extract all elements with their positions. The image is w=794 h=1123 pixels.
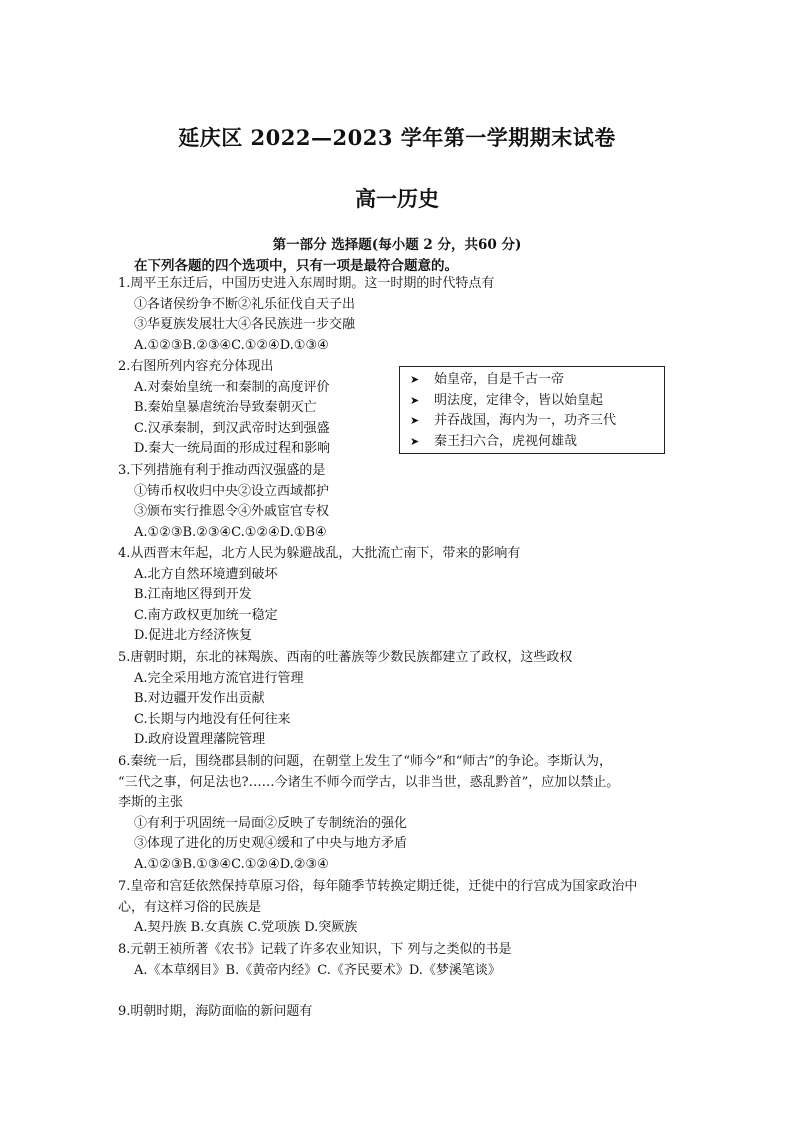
question-7	[118, 877, 637, 939]
question-option: ①有利于巩固统一局面②反映了专制统治的强化	[134, 815, 408, 831]
question-stem: 李斯的主张	[118, 795, 184, 810]
question-option: A.《本草纲目》B.《黄帝内经》C.《齐民要术》D.《梦溪笔谈》	[134, 962, 501, 978]
question-stem: 1.周平王东迁后，中国历史进入东周时期。这一时期的时代特点有	[118, 276, 495, 291]
arrow-bullet-icon: ➤	[410, 373, 420, 386]
question-option: C.汉承秦制，到汉武帝时达到强盛	[134, 420, 330, 436]
question-option: C.长期与内地没有任何往来	[134, 711, 291, 727]
question-5	[118, 648, 572, 751]
question-option: B.秦始皇暴虐统治导致秦朝灭亡	[134, 400, 317, 415]
question-6	[118, 752, 619, 875]
question-option: ③华夏族发展壮大④各民族进一步交融	[134, 317, 356, 332]
question-2	[118, 357, 330, 460]
quote-line: ➤ 秦王扫六合，虎视何雄哉	[410, 432, 664, 453]
question-stem: 5.唐朝时期，东北的袜羯族、西南的吐蕃族等少数民族都建立了政权，这些政权	[118, 650, 573, 665]
question-8	[118, 940, 512, 981]
question-option: B.江南地区得到开发	[134, 587, 252, 602]
quote-box	[399, 366, 665, 454]
question-option: C.南方政权更加统一稳定	[134, 607, 278, 623]
question-9	[118, 1002, 312, 1023]
question-option: D.促进北方经济恢复	[134, 628, 253, 643]
question-option: ①铸币权收归中央②设立西域都护	[134, 483, 330, 499]
question-option: B.对边疆开发作出贡献	[134, 691, 265, 706]
quote-line: ➤ 始皇帝，自是千古一帝	[410, 370, 664, 391]
question-stem: 9.明朝时期，海防面临的新问题有	[118, 1004, 313, 1019]
question-option: A.完全采用地方流官进行管理	[134, 670, 304, 686]
section-heading: 第一部分 选择题(每小题 2 分，共60 分)	[272, 237, 522, 253]
question-option: A.对秦始皇统一和秦制的高度评价	[134, 379, 330, 395]
question-option: A.①②③B.②③④C.①②④D.①③④	[134, 337, 329, 353]
question-option: ①各诸侯纷争不断②礼乐征伐自天子出	[134, 296, 356, 312]
arrow-bullet-icon: ➤	[410, 414, 420, 427]
question-stem: “三代之事，何足法也?……今诸生不师今而学古，以非当世，惑乱黔首”，应加以禁止。	[118, 774, 620, 790]
question-stem: 心，有这样习俗的民族是	[118, 899, 262, 915]
question-stem: 3.下列措施有利于推动西汉强盛的是	[118, 463, 326, 478]
question-stem: 7.皇帝和宫廷依然保持草原习俗，每年随季节转换定期迁徙，迁徙中的行宫成为国家政治中	[118, 879, 638, 894]
question-option: A.①②③B.①③④C.①②④D.②③④	[134, 856, 329, 872]
question-stem: 4.从西晋末年起，北方人民为躲避战乱，大批流亡南下，带来的影响有	[118, 546, 521, 561]
quote-line: ➤ 明法度，定律令，皆以始皇起	[410, 391, 664, 412]
exam-title: 延庆区 2022—2023 学年第一学期期末试卷	[178, 125, 616, 150]
question-option: A.北方自然环境遭到破坏	[134, 566, 278, 582]
question-option: D.秦大一统局面的形成过程和影响	[134, 441, 331, 456]
question-option: A.契丹族 B.女真族 C.党项族 D.突厥族	[134, 920, 358, 935]
question-stem: 6.秦统一后，围绕郡县制的问题，在朝堂上发生了“师今”和“师古”的争论。李斯认为，	[118, 754, 612, 769]
quote-line: ➤ 并吞战国，海内为一，功齐三代	[410, 411, 664, 432]
exam-subject: 高一历史	[355, 186, 439, 211]
question-stem: 2.右图所列内容充分体现出	[118, 359, 274, 374]
question-option: D.政府设置理藩院管理	[134, 732, 266, 747]
question-stem: 8.元朝王祯所著《农书》记载了许多农业知识，下 列与之类似的书是	[118, 942, 512, 957]
section-instruction: 在下列各题的四个选项中，只有一项是最符合题意的。	[134, 258, 458, 274]
question-option: A.①②③B.②③④C.①②④D.①B④	[134, 524, 327, 540]
question-3	[118, 461, 329, 543]
question-4	[118, 544, 520, 647]
question-option: ③体现了进化的历史观④缓和了中央与地方矛盾	[134, 836, 408, 851]
question-1	[118, 274, 494, 356]
arrow-bullet-icon: ➤	[410, 393, 420, 407]
arrow-bullet-icon: ➤	[410, 434, 420, 448]
question-option: ③颁布实行推恩令④外戚宦官专权	[134, 504, 330, 519]
